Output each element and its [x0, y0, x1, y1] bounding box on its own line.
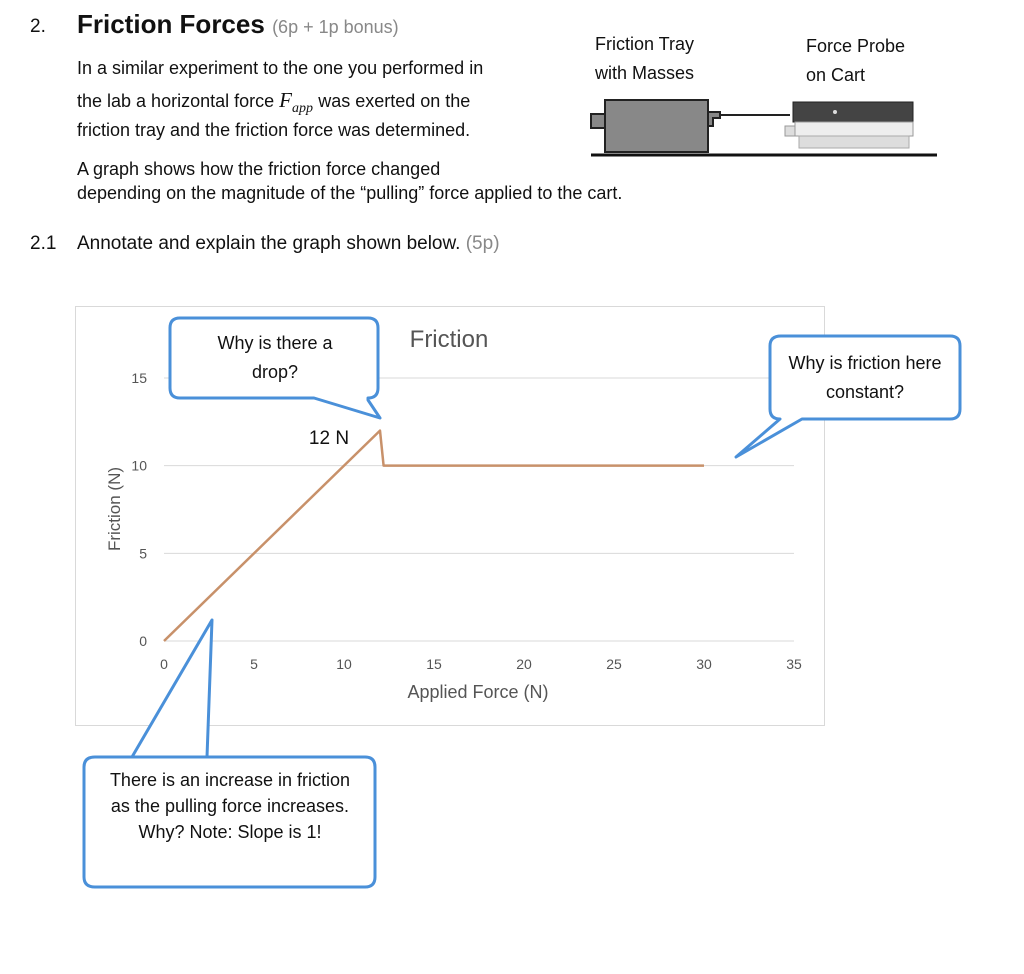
x-tick-label-30: 30 [696, 656, 712, 672]
x-tick-label-0: 0 [160, 656, 168, 672]
x-tick-label-10: 10 [336, 656, 352, 672]
subquestion-prompt: Annotate and explain the graph shown below. [77, 233, 461, 254]
y-tick-label-5: 5 [139, 545, 147, 562]
probe-label-line-1: Force Probe [806, 36, 906, 56]
paragraph-line-2-end: was exerted on the [318, 91, 471, 111]
x-tick-label-15: 15 [426, 656, 442, 672]
x-axis-label: Applied Force (N) [407, 682, 549, 702]
paragraph2-line-1: A graph shows how the friction force changed [77, 159, 441, 179]
y-axis-label: Friction (N) [105, 466, 124, 552]
x-tick-label-5: 5 [250, 656, 258, 672]
paragraph-line-3: friction tray and the friction force was determined. [77, 120, 471, 140]
paragraph-line-2-start: the lab a horizontal force [77, 91, 275, 111]
force-symbol-letter: F [279, 88, 292, 112]
x-tick-label-25: 25 [606, 656, 622, 672]
callout-constant-text: Why is friction here constant? [788, 353, 942, 402]
tray-label-line-1: Friction Tray [595, 34, 695, 54]
x-tick-label-20: 20 [516, 656, 532, 672]
y-tick-label-15: 15 [131, 370, 147, 386]
question-title-text: Friction Forces [77, 9, 265, 39]
x-tick-label-35: 35 [786, 656, 802, 672]
paragraph-line-1: In a similar experiment to the one you performed in [77, 58, 484, 78]
question-points: (6p + 1p bonus) [272, 17, 399, 37]
probe-label-line-2: on Cart [806, 65, 866, 85]
subquestion-number: 2.1 [30, 233, 57, 254]
paragraph2-line-2: depending on the magnitude of the “pulling” force applied to the cart. [77, 183, 623, 203]
subquestion-points: (5p) [465, 233, 500, 254]
force-symbol-subscript: app [291, 101, 313, 117]
question-number: 2. [30, 16, 46, 37]
peak-label: 12 N [308, 428, 350, 449]
y-tick-label-0: 0 [139, 633, 147, 649]
callout-increase-text: There is an increase in friction as the pulling force increases. Why? Note: Slope is 1! [109, 770, 351, 842]
tray-label-line-2: with Masses [595, 63, 695, 83]
callout-drop-text: Why is there a drop? [217, 333, 333, 382]
y-tick-label-10: 10 [131, 457, 147, 474]
callout-increase-bubble [84, 620, 375, 887]
chart-title: Friction [409, 326, 489, 353]
